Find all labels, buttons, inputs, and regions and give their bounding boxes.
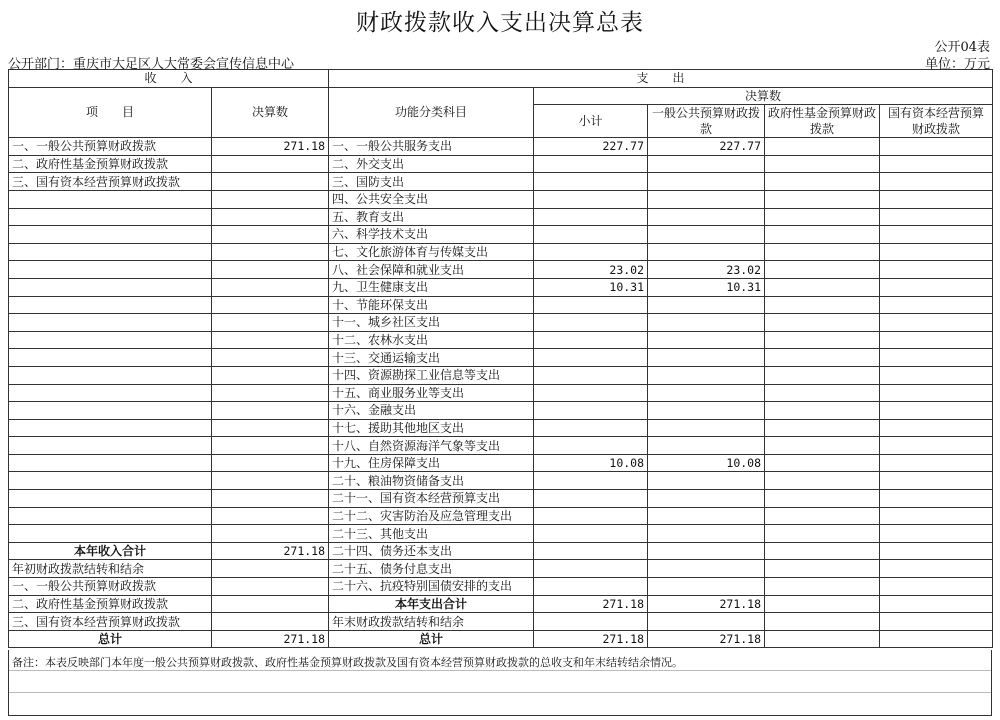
income-item: 二、政府性基金预算财政拨款: [9, 595, 212, 613]
expense-item: 十三、交通运输支出: [329, 349, 534, 367]
income-item: [9, 454, 212, 472]
expense-item: 九、卫生健康支出: [329, 278, 534, 296]
expense-subtotal: 10.31: [534, 278, 648, 296]
income-item: [9, 278, 212, 296]
note-divider: [9, 670, 991, 671]
expense-subtotal: [534, 173, 648, 191]
expense-item: 二十四、债务还本支出: [329, 542, 534, 560]
income-item: [9, 437, 212, 455]
expense-general-budget: 10.08: [648, 454, 765, 472]
income-amount: [212, 278, 329, 296]
expense-gov-fund: [765, 278, 880, 296]
table-row: [9, 243, 993, 261]
income-amount: 271.18: [212, 542, 329, 560]
expense-gov-fund: [765, 384, 880, 402]
expense-item: 八、社会保障和就业支出: [329, 261, 534, 279]
expense-general-budget: [648, 542, 765, 560]
income-amount: [212, 155, 329, 173]
expense-state-capital: [880, 454, 993, 472]
expense-subtotal: [534, 402, 648, 420]
expense-general-budget: [648, 314, 765, 332]
expense-item: 十二、农林水支出: [329, 331, 534, 349]
expense-gov-fund: [765, 613, 880, 631]
expense-general-budget: [648, 560, 765, 578]
expense-state-capital: [880, 296, 993, 314]
expense-state-capital: [880, 490, 993, 508]
expense-state-capital: [880, 560, 993, 578]
income-amount: [212, 490, 329, 508]
expense-subtotal: [534, 542, 648, 560]
expense-subtotal: [534, 314, 648, 332]
expense-subtotal: [534, 155, 648, 173]
expense-item: 七、文化旅游体育与传媒支出: [329, 243, 534, 261]
expense-state-capital: [880, 437, 993, 455]
expense-subtotal: [534, 349, 648, 367]
header-final-amount-2: 决算数: [534, 87, 993, 105]
note-divider: [9, 692, 991, 693]
income-item: 一、一般公共预算财政拨款: [9, 138, 212, 156]
income-item: 三、国有资本经营预算财政拨款: [9, 613, 212, 631]
income-amount: [212, 349, 329, 367]
expense-subtotal: [534, 384, 648, 402]
table-row: [9, 208, 993, 226]
expense-item: 二、外交支出: [329, 155, 534, 173]
expense-item: 六、科学技术支出: [329, 226, 534, 244]
expense-state-capital: [880, 261, 993, 279]
expense-general-budget: [648, 490, 765, 508]
note-box: [8, 650, 992, 716]
expense-gov-fund: [765, 402, 880, 420]
expense-subtotal: [534, 507, 648, 525]
expense-item: 四、公共安全支出: [329, 190, 534, 208]
expense-general-budget: [648, 208, 765, 226]
expense-gov-fund: [765, 578, 880, 596]
income-amount: [212, 384, 329, 402]
expense-general-budget: [648, 525, 765, 543]
expense-general-budget: [648, 349, 765, 367]
expense-gov-fund: [765, 261, 880, 279]
expense-gov-fund: [765, 490, 880, 508]
table-body: [9, 138, 993, 648]
expense-subtotal: [534, 190, 648, 208]
table-row: [9, 472, 993, 490]
expense-gov-fund: [765, 472, 880, 490]
table-row: [9, 507, 993, 525]
table-row: [9, 331, 993, 349]
income-amount: [212, 173, 329, 191]
table-row: [9, 542, 993, 560]
table-row: [9, 437, 993, 455]
expense-gov-fund: [765, 525, 880, 543]
expense-state-capital: [880, 630, 993, 648]
expense-state-capital: [880, 613, 993, 631]
table-row: [9, 226, 993, 244]
header-state-capital: 国有资本经营预算财政拨款: [880, 105, 993, 138]
header-final-amount: 决算数: [212, 87, 329, 138]
expense-subtotal: 23.02: [534, 261, 648, 279]
expense-general-budget: 227.77: [648, 138, 765, 156]
income-amount: 271.18: [212, 630, 329, 648]
table-row: [9, 578, 993, 596]
table-row: [9, 419, 993, 437]
income-item: [9, 490, 212, 508]
income-amount: [212, 525, 329, 543]
expense-gov-fund: [765, 595, 880, 613]
expense-item: 十六、金融支出: [329, 402, 534, 420]
expense-general-budget: 271.18: [648, 595, 765, 613]
expense-subtotal: 10.08: [534, 454, 648, 472]
income-amount: [212, 296, 329, 314]
expense-gov-fund: [765, 155, 880, 173]
expense-state-capital: [880, 595, 993, 613]
expense-general-budget: [648, 226, 765, 244]
expense-item: 一、一般公共服务支出: [329, 138, 534, 156]
table-row: [9, 190, 993, 208]
table-row: [9, 560, 993, 578]
expense-state-capital: [880, 542, 993, 560]
income-amount: [212, 613, 329, 631]
expense-item: 五、教育支出: [329, 208, 534, 226]
expense-gov-fund: [765, 542, 880, 560]
expense-gov-fund: [765, 243, 880, 261]
income-amount: [212, 437, 329, 455]
form-code: 公开04表: [934, 40, 990, 55]
expense-general-budget: [648, 243, 765, 261]
expense-item: 二十三、其他支出: [329, 525, 534, 543]
expense-state-capital: [880, 402, 993, 420]
expense-gov-fund: [765, 349, 880, 367]
expense-item: 十、节能环保支出: [329, 296, 534, 314]
expense-state-capital: [880, 208, 993, 226]
expense-subtotal: [534, 419, 648, 437]
header-func-category: 功能分类科目: [329, 87, 534, 138]
department-label: 公开部门：重庆市大足区人大常委会宣传信息中心: [8, 57, 295, 72]
income-amount: [212, 331, 329, 349]
table-row: [9, 173, 993, 191]
header-subtotal: 小计: [534, 105, 648, 138]
header-general-budget: 一般公共预算财政拨款: [648, 105, 765, 138]
expense-state-capital: [880, 349, 993, 367]
table-row: [9, 384, 993, 402]
expense-gov-fund: [765, 366, 880, 384]
table-row: [9, 349, 993, 367]
expense-state-capital: [880, 278, 993, 296]
income-amount: [212, 314, 329, 332]
expense-general-budget: [648, 613, 765, 631]
budget-table: [8, 69, 993, 648]
income-amount: [212, 419, 329, 437]
expense-item: 十七、援助其他地区支出: [329, 419, 534, 437]
table-row: [9, 490, 993, 508]
expense-general-budget: [648, 173, 765, 191]
income-amount: [212, 261, 329, 279]
expense-subtotal: 271.18: [534, 595, 648, 613]
expense-subtotal: [534, 490, 648, 508]
expense-item: 十八、自然资源海洋气象等支出: [329, 437, 534, 455]
expense-general-budget: [648, 155, 765, 173]
income-item: [9, 261, 212, 279]
income-item: [9, 226, 212, 244]
table-row: [9, 296, 993, 314]
expense-subtotal: [534, 560, 648, 578]
expense-subtotal: [534, 208, 648, 226]
expense-general-budget: [648, 507, 765, 525]
expense-state-capital: [880, 419, 993, 437]
expense-subtotal: [534, 437, 648, 455]
expense-gov-fund: [765, 173, 880, 191]
table-row: [9, 261, 993, 279]
expense-gov-fund: [765, 314, 880, 332]
expense-subtotal: [534, 472, 648, 490]
table-header: [9, 70, 993, 138]
income-amount: [212, 595, 329, 613]
income-item: [9, 331, 212, 349]
table-row: [9, 630, 993, 648]
income-item: [9, 190, 212, 208]
expense-item: 二十、粮油物资储备支出: [329, 472, 534, 490]
expense-general-budget: [648, 402, 765, 420]
expense-gov-fund: [765, 507, 880, 525]
header-gov-fund: 政府性基金预算财政拨款: [765, 105, 880, 138]
expense-subtotal: [534, 226, 648, 244]
expense-state-capital: [880, 314, 993, 332]
expense-general-budget: [648, 437, 765, 455]
table-row: [9, 525, 993, 543]
income-item: 二、政府性基金预算财政拨款: [9, 155, 212, 173]
expense-state-capital: [880, 243, 993, 261]
expense-state-capital: [880, 366, 993, 384]
expense-subtotal: [534, 366, 648, 384]
income-amount: [212, 507, 329, 525]
expense-gov-fund: [765, 226, 880, 244]
expense-general-budget: [648, 578, 765, 596]
expense-gov-fund: [765, 296, 880, 314]
income-item: [9, 525, 212, 543]
income-item: [9, 402, 212, 420]
expense-subtotal: [534, 296, 648, 314]
expense-subtotal: 227.77: [534, 138, 648, 156]
income-item: [9, 507, 212, 525]
expense-state-capital: [880, 331, 993, 349]
income-amount: [212, 560, 329, 578]
expense-state-capital: [880, 507, 993, 525]
expense-gov-fund: [765, 560, 880, 578]
expense-state-capital: [880, 384, 993, 402]
expense-gov-fund: [765, 208, 880, 226]
expense-item: 二十六、抗疫特别国债安排的支出: [329, 578, 534, 596]
expense-state-capital: [880, 472, 993, 490]
expense-gov-fund: [765, 190, 880, 208]
income-item: 一、一般公共预算财政拨款: [9, 578, 212, 596]
expense-gov-fund: [765, 331, 880, 349]
expense-general-budget: [648, 384, 765, 402]
income-amount: [212, 578, 329, 596]
income-item: [9, 296, 212, 314]
expense-state-capital: [880, 525, 993, 543]
expense-state-capital: [880, 578, 993, 596]
table-row: [9, 155, 993, 173]
page-title: 财政拨款收入支出决算总表: [356, 10, 644, 36]
income-item: 总计: [9, 630, 212, 648]
expense-gov-fund: [765, 419, 880, 437]
income-amount: [212, 243, 329, 261]
income-item: [9, 243, 212, 261]
expense-subtotal: [534, 613, 648, 631]
table-row: [9, 402, 993, 420]
income-amount: [212, 402, 329, 420]
expense-general-budget: [648, 419, 765, 437]
table-row: [9, 278, 993, 296]
income-amount: [212, 366, 329, 384]
expense-subtotal: [534, 525, 648, 543]
header-expense: 支 出: [329, 70, 993, 88]
expense-subtotal: 271.18: [534, 630, 648, 648]
income-item: 三、国有资本经营预算财政拨款: [9, 173, 212, 191]
expense-state-capital: [880, 190, 993, 208]
table-row: [9, 613, 993, 631]
expense-item: 二十二、灾害防治及应急管理支出: [329, 507, 534, 525]
note-text: 备注：本表反映部门本年度一般公共预算财政拨款、政府性基金预算财政拨款及国有资本经营预算财政拨款的总收支和年末结转结余情况。: [12, 656, 683, 669]
expense-state-capital: [880, 173, 993, 191]
expense-item: 本年支出合计: [329, 595, 534, 613]
income-item: [9, 349, 212, 367]
income-item: [9, 472, 212, 490]
income-item: [9, 419, 212, 437]
income-amount: [212, 208, 329, 226]
income-amount: [212, 190, 329, 208]
table-row: [9, 314, 993, 332]
expense-item: 十九、住房保障支出: [329, 454, 534, 472]
expense-item: 十一、城乡社区支出: [329, 314, 534, 332]
income-amount: [212, 226, 329, 244]
expense-state-capital: [880, 138, 993, 156]
expense-state-capital: [880, 226, 993, 244]
expense-item: 十五、商业服务业等支出: [329, 384, 534, 402]
expense-general-budget: [648, 331, 765, 349]
expense-general-budget: [648, 366, 765, 384]
table-row: [9, 366, 993, 384]
expense-subtotal: [534, 243, 648, 261]
table-row: [9, 595, 993, 613]
unit-label: 单位：万元: [924, 57, 990, 72]
expense-gov-fund: [765, 630, 880, 648]
expense-item: 三、国防支出: [329, 173, 534, 191]
expense-item: 十四、资源勘探工业信息等支出: [329, 366, 534, 384]
expense-item: 二十一、国有资本经营预算支出: [329, 490, 534, 508]
expense-gov-fund: [765, 437, 880, 455]
expense-general-budget: [648, 472, 765, 490]
expense-general-budget: 23.02: [648, 261, 765, 279]
table-row: [9, 454, 993, 472]
income-item: [9, 314, 212, 332]
income-item: [9, 384, 212, 402]
expense-general-budget: 271.18: [648, 630, 765, 648]
income-item: [9, 208, 212, 226]
header-item: 项 目: [9, 87, 212, 138]
income-amount: 271.18: [212, 138, 329, 156]
income-item: 本年收入合计: [9, 542, 212, 560]
expense-subtotal: [534, 331, 648, 349]
expense-general-budget: [648, 190, 765, 208]
expense-gov-fund: [765, 138, 880, 156]
expense-item: 总计: [329, 630, 534, 648]
income-item: 年初财政拨款结转和结余: [9, 560, 212, 578]
header-income: 收 入: [9, 70, 329, 88]
expense-general-budget: [648, 296, 765, 314]
income-amount: [212, 472, 329, 490]
expense-gov-fund: [765, 454, 880, 472]
expense-subtotal: [534, 578, 648, 596]
table-row: [9, 138, 993, 156]
income-item: [9, 366, 212, 384]
expense-general-budget: 10.31: [648, 278, 765, 296]
expense-state-capital: [880, 155, 993, 173]
expense-item: 年末财政拨款结转和结余: [329, 613, 534, 631]
income-amount: [212, 454, 329, 472]
expense-item: 二十五、债务付息支出: [329, 560, 534, 578]
